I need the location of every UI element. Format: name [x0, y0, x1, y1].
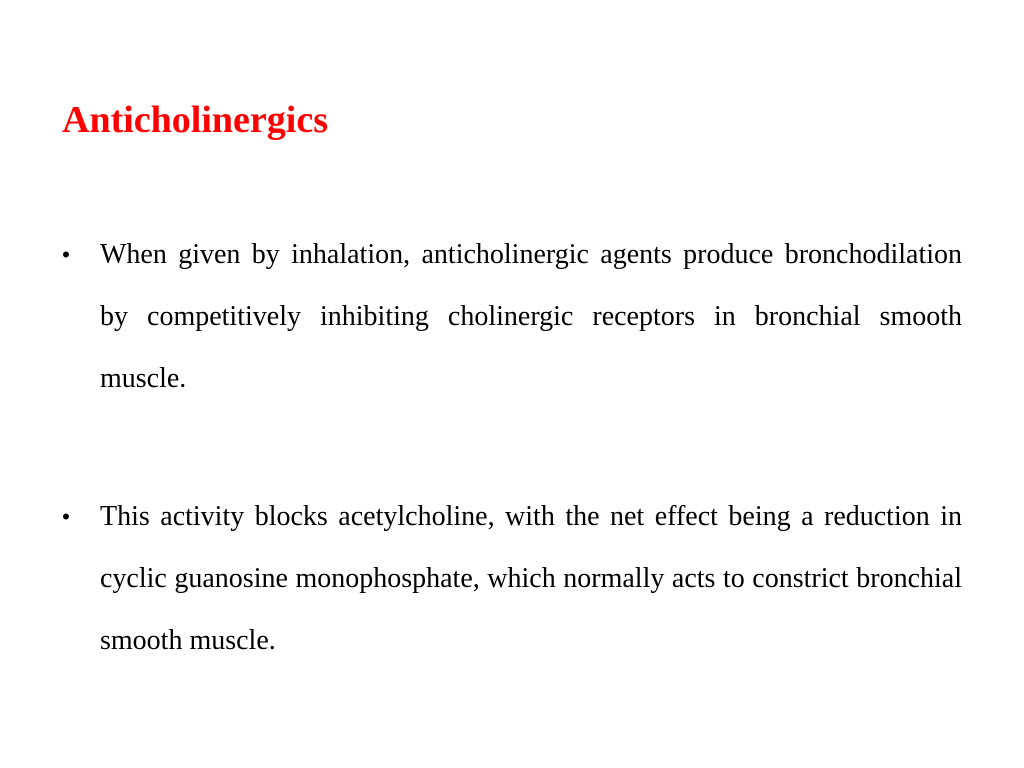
slide-title: Anticholinergics: [62, 99, 328, 141]
bullet-text: This activity blocks acetylcholine, with the net effect being a reduction in cyclic guanosine monophosphate, which normally acts to constrict bronchial smooth muscle.: [100, 501, 962, 656]
bullet-list: [56, 224, 962, 672]
bullet-text: When given by inhalation, anticholinergic agents produce bronchodilation by competitively inhibiting cholinergic receptors in bronchial smooth muscle.: [100, 239, 962, 394]
bullet-item: [56, 486, 962, 672]
bullet-icon: •: [62, 504, 70, 529]
bullet-item: [56, 224, 962, 410]
bullet-icon: •: [62, 242, 70, 267]
